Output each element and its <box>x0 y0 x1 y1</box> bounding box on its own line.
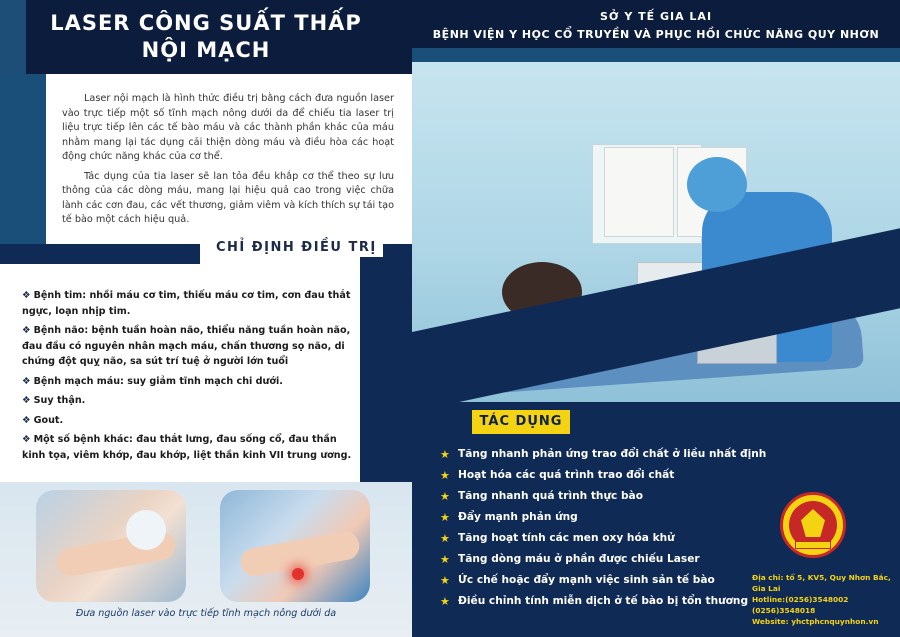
diamond-bullet-icon: ❖ <box>22 414 31 426</box>
effect-text: Tăng hoạt tính các men oxy hóa khử <box>458 532 675 544</box>
intro-side-strip <box>0 74 46 244</box>
list-item <box>22 323 362 370</box>
list-item <box>440 507 770 528</box>
star-icon: ★ <box>440 553 450 566</box>
wall-document <box>604 147 674 237</box>
diamond-bullet-icon: ❖ <box>22 434 31 445</box>
list-item <box>440 444 770 465</box>
indication-text: Gout. <box>33 414 64 426</box>
effect-text: Tăng nhanh quá trình thực bào <box>458 490 643 502</box>
nurse-cap <box>687 157 747 212</box>
glove-shape <box>126 510 166 550</box>
photo-caption: Đưa nguồn laser vào trực tiếp tĩnh mạch nông dưới da <box>75 608 337 619</box>
photo-row <box>0 482 412 637</box>
intro-text <box>62 92 394 233</box>
star-icon: ★ <box>440 511 450 524</box>
list-item <box>440 591 770 612</box>
effect-text: Ức chế hoặc đẩy mạnh việc sinh sản tế bào <box>458 574 715 586</box>
intro-paragraph-1: Laser nội mạch là hình thức điều trị bằng cách đưa nguồn laser vào trực tiếp một số tĩnh mạch nông dưới da để chiếu tia laser trị liệu trực tiếp lên các tế bào máu và các thành phần khác của máu nhằm mang lại tác dụng cải thiện dòng máu và điều hòa các hoạt động chức năng khác của cơ thể. <box>62 93 394 162</box>
right-panel <box>412 0 900 637</box>
hospital-name: BỆNH VIỆN Y HỌC CỔ TRUYỀN VÀ PHỤC HỒI CHỨC NĂNG QUY NHƠN <box>432 28 880 41</box>
contact-website: Website: yhctphcnquynhon.vn <box>752 617 879 626</box>
indication-text: Suy thận. <box>33 395 86 406</box>
hospital-logo <box>780 492 846 558</box>
list-item <box>22 288 362 319</box>
header-stripe <box>412 48 900 62</box>
indications-title: CHỈ ĐỊNH ĐIỀU TRỊ <box>210 238 383 257</box>
list-item <box>440 570 770 591</box>
effect-text: Điều chỉnh tính miễn dịch ở tế bào bị tổn thương <box>458 595 749 607</box>
effect-text: Hoạt hóa các quá trình trao đổi chất <box>458 469 675 481</box>
logo-banner <box>795 541 831 549</box>
list-item <box>440 465 770 486</box>
star-icon: ★ <box>440 469 450 482</box>
list-item <box>440 486 770 507</box>
indications-list <box>22 288 362 467</box>
indications-ribbon <box>0 244 200 264</box>
contact-address: Địa chỉ: tổ 5, KV5, Quy Nhơn Bắc, Gia Lai <box>752 573 891 593</box>
department-name: SỞ Y TẾ GIA LAI <box>599 10 713 23</box>
title-line-2: NỘI MẠCH <box>141 38 271 62</box>
contact-info <box>752 572 900 627</box>
list-item <box>22 413 362 429</box>
title-band <box>0 0 412 74</box>
star-icon: ★ <box>440 574 450 587</box>
title-line-1: LASER CÔNG SUẤT THẤP <box>50 11 362 35</box>
diamond-bullet-icon: ❖ <box>22 290 31 301</box>
effects-title: TÁC DỤNG <box>472 410 570 434</box>
indication-text: Bệnh mạch máu: suy giảm tĩnh mạch chi dưới. <box>33 375 283 387</box>
indication-text: Một số bệnh khác: đau thắt lưng, đau sống cổ, đau thần kinh tọa, viêm khớp, đau khớp, liệt thần kinh VII trung ương. <box>22 434 352 461</box>
intro-paragraph-2: Tác dụng của tia laser sẽ lan tỏa đều khắp cơ thể theo sự lưu thông của các dòng máu, mang lại hiệu quả cao trong việc chữa lành các cơn đau, các vết thương, giảm viêm và kích thích sự tái tạo tế bào một cách hiệu quả. <box>62 170 394 225</box>
effect-text: Tăng dòng máu ở phần được chiếu Laser <box>458 553 700 565</box>
diamond-bullet-icon: ❖ <box>22 325 31 336</box>
page-title <box>10 10 402 64</box>
effect-text: Tăng nhanh phản ứng trao đổi chất ở liều nhất định <box>458 448 767 460</box>
diamond-bullet-icon: ❖ <box>22 395 31 406</box>
list-item <box>22 393 362 409</box>
star-icon: ★ <box>440 490 450 503</box>
indication-text: Bệnh tim: nhồi máu cơ tim, thiếu máu cơ tim, cơn đau thắt ngực, loạn nhịp tim. <box>22 290 351 317</box>
effects-section <box>412 402 900 637</box>
list-item <box>22 374 362 390</box>
contact-hotline: Hotline:(0256)3548002 (0256)3548018 <box>752 595 849 615</box>
star-icon: ★ <box>440 595 450 608</box>
diamond-bullet-icon: ❖ <box>22 375 31 387</box>
star-icon: ★ <box>440 532 450 545</box>
list-item <box>22 432 362 463</box>
list-item <box>440 528 770 549</box>
list-item <box>440 549 770 570</box>
procedure-photo-2 <box>220 490 370 602</box>
laser-dot-icon <box>292 568 304 580</box>
effect-text: Đẩy mạnh phản ứng <box>458 511 578 523</box>
indication-text: Bệnh não: bệnh tuần hoàn não, thiểu năng tuần hoàn não, đau đầu có nguyên nhân mạch máu, chấn thương sọ não, di chứng đột quỵ não, sa sút trí tuệ ở người lớn tuổi <box>22 325 351 367</box>
treatment-photo <box>412 62 900 402</box>
procedure-photo-1 <box>36 490 186 602</box>
star-icon: ★ <box>440 448 450 461</box>
left-panel <box>0 0 412 637</box>
hospital-header <box>412 0 900 62</box>
effects-list <box>440 444 770 612</box>
